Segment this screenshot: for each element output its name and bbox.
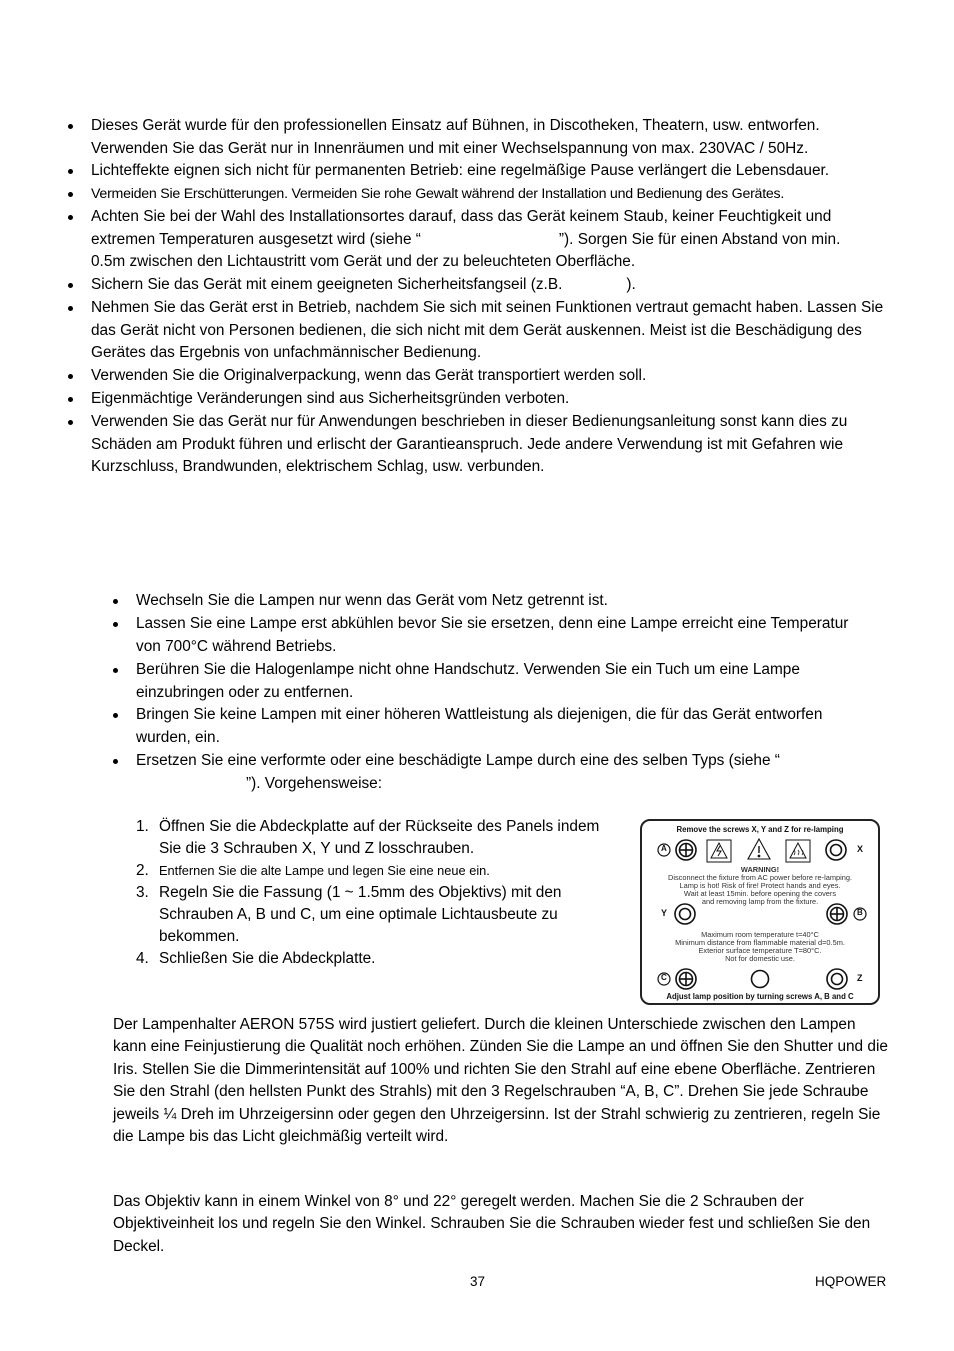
list-item: Nehmen Sie das Gerät erst in Betrieb, nachdem Sie sich mit seinen Funktionen vertraut gemacht haben. Lassen Sie das Gerät nicht von Personen bedienen, die sich nicht mit dem Gerät auskennen. Meist ist die Beschädigung des Gerätes das Ergebnis von unfachmännischer Bedienung. [68, 297, 888, 365]
bullet-dot-icon [68, 124, 73, 129]
step-item: 1. Öffnen Sie die Abdeckplatte auf der Rückseite des Panels indem Sie die 3 Schrauben X, Y und Z losschrauben. [136, 818, 600, 858]
bullet-dot-icon [113, 622, 118, 627]
list-item: Achten Sie bei der Wahl des Installationsortes darauf, dass das Gerät keinem Staub, keiner Feuchtigkeit und extremen Temperaturen ausgesetzt wird (siehe “ ”). Sorgen Sie für einen Abstand von min. 0.5m zwischen den Lichtaustritt vom Gerät und der zu beleuchteten Oberfläche. [68, 206, 888, 274]
lens-paragraph: Das Objektiv kann in einem Winkel von 8° und 22° geregelt werden. Machen Sie die 2 Schrauben der Objektiveinheit los und regeln Sie den Winkel. Schrauben Sie die Schrauben wieder fest und schließen Sie den Deckel. [113, 1193, 871, 1255]
bullet-dot-icon [113, 759, 118, 764]
bullet-dot-icon [68, 283, 73, 288]
step-item: 4. Schließen Sie die Abdeckplatte. [136, 950, 376, 967]
list-item: Vermeiden Sie Erschütterungen. Vermeiden Sie rohe Gewalt während der Installation und Bedienung des Gerätes. [68, 183, 888, 206]
adjustment-paragraph: Der Lampenhalter AERON 575S wird justiert geliefert. Durch die kleinen Unterschiede zwischen den Lampen kann eine Feinjustierung die Qualität noch erhöhen. Zünden Sie die Lampe an und öffnen Sie den Shutter und die Iris. Stellen Sie die Dimmerintensität auf 100% und richten Sie den Strahl auf eine ebene Oberfläche. Zentrieren Sie den Strahl (den hellsten Punkt des Strahls) mit den 3 Regelschrauben “A, B, C”. Drehen Sie jede Schraube jeweils ¼ Dreh im Uhrzeigersinn oder gegen den Uhrzeigersinn. Ist der Strahl schwierig zu zentrieren, regeln Sie die Lampe bis das Licht gleichmäßig verteilt wird. [113, 1016, 888, 1146]
bullet-dot-icon [113, 599, 118, 604]
bullet-dot-icon [68, 420, 73, 425]
list-item: Eigenmächtige Veränderungen sind aus Sicherheitsgründen verboten. [68, 388, 888, 411]
list-item: Wechseln Sie die Lampen nur wenn das Gerät vom Netz getrennt ist. [113, 590, 873, 613]
bullet-dot-icon [113, 668, 118, 673]
bullet-dot-icon [68, 397, 73, 402]
list-item: Sichern Sie das Gerät mit einem geeigneten Sicherheitsfangseil (z.B. ). [68, 274, 888, 297]
list-item: Verwenden Sie die Originalverpackung, wenn das Gerät transportiert werden soll. [68, 365, 888, 388]
screw-z-icon [827, 969, 847, 989]
list-item: Lassen Sie eine Lampe erst abkühlen bevor Sie sie ersetzen, denn eine Lampe erreicht eine Temperatur von 700°C während Betriebs. [113, 613, 873, 658]
step-item: 2. Entfernen Sie die alte Lampe und legen Sie eine neue ein. [136, 862, 490, 879]
rear-panel-label-figure: Remove the screws X, Y and Z for re-lamping A X Y B C Z WARNING! Disconnect the fixture from AC power before re-lamping. Lamp is hot! Risk of fire! Protect hands and eyes. Wait at least 15min. before opening the covers and removing lamp from the fixture. Maximum room temperature t=40°C Minimum distance from flammable material d=0.5m. Exterior surface temperature T=80°C. Not for domestic use. Adjust lamp position by turning screws A, B and C [640, 819, 880, 1005]
page-number: 37 [470, 1274, 486, 1289]
step-item: 3. Regeln Sie die Fassung (1 ~ 1.5mm des Objektivs) mit den Schrauben A, B und C, um eine optimale Lichtausbeute zu bekommen. [136, 884, 562, 946]
bullet-dot-icon [68, 192, 73, 197]
list-item: Berühren Sie die Halogenlampe nicht ohne Handschutz. Verwenden Sie ein Tuch um eine Lampe einzubringen oder zu entfernen. [113, 659, 873, 704]
list-item: Verwenden Sie das Gerät nur für Anwendungen beschrieben in dieser Bedienungsanleitung sonst kann dies zu Schäden am Produkt führen und erlischt der Garantieanspruch. Jede andere Verwendung ist mit Gefahren wie Kurzschluss, Brandwunden, elektrischem Schlag, usw. verbunden. [68, 411, 888, 479]
list-item: Dieses Gerät wurde für den professionellen Einsatz auf Bühnen, in Discotheken, Theatern, usw. entworfen. Verwenden Sie das Gerät nur in Innenräumen und mit einer Wechselspannung von max. 230VAC / 50Hz. [68, 115, 888, 160]
bullet-dot-icon [68, 215, 73, 220]
bullet-dot-icon [68, 374, 73, 379]
list-item: Bringen Sie keine Lampen mit einer höheren Wattleistung als diejenigen, die für das Gerät entworfen wurden, ein. [113, 704, 873, 749]
screw-x-icon [826, 840, 846, 860]
brand-name: HQPOWER [815, 1274, 887, 1289]
screw-y-icon [675, 904, 695, 924]
list-item: Lichteffekte eignen sich nicht für permanenten Betrieb: eine regelmäßige Pause verlängert die Lebensdauer. [68, 160, 888, 183]
list-item: Ersetzen Sie eine verformte oder eine beschädigte Lampe durch eine des selben Typs (siehe “ ”). Vorgehensweise: [113, 750, 873, 795]
rear-panel-drawing [642, 821, 878, 1003]
bullet-dot-icon [68, 169, 73, 174]
bullet-dot-icon [68, 306, 73, 311]
bullet-dot-icon [113, 713, 118, 718]
